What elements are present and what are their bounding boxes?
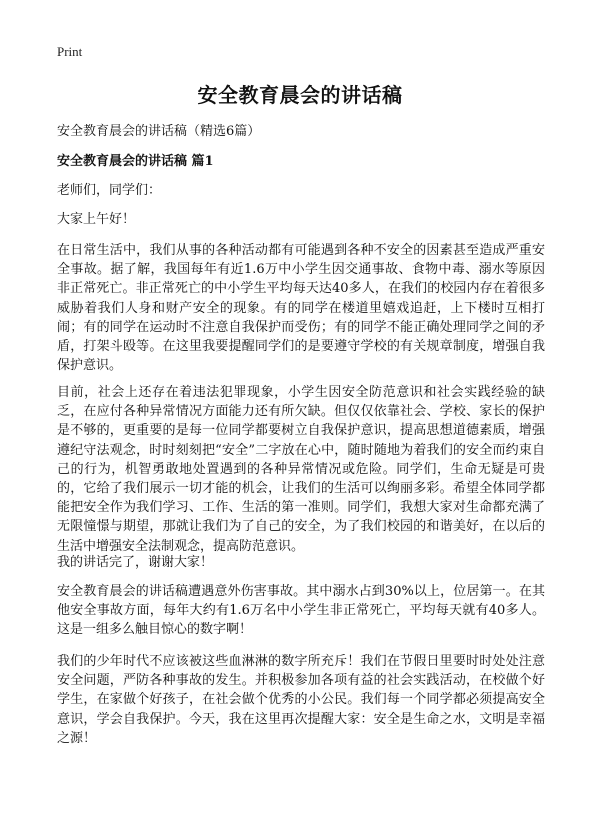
closing-paragraph: 我的讲话完了，谢谢大家！ (57, 555, 214, 570)
section-heading: 安全教育晨会的讲话稿 篇1 (57, 154, 214, 169)
greeting-paragraph: 老师们，同学们： (57, 183, 162, 198)
body-paragraph: 安全教育晨会的讲话稿遭遇意外伤害事故。其中溺水占到30%以上，位居第一。在其他安全事故方面，每年大约有1.6万名中小学生非正常死亡，平均每天就有40多人。这是一组多么触目惊心的数字啊！ (57, 584, 545, 638)
document-subtitle: 安全教育晨会的讲话稿（精选6篇） (57, 124, 261, 139)
page-title: 安全教育晨会的讲话稿 (197, 83, 403, 107)
body-paragraph: 我们的少年时代不应该被这些血淋淋的数字所充斥！我们在节假日里要时时处处注意安全问题，严防各种事故的发生。并积极参加各项有益的社会实践活动，在校做个好学生，在家做个好孩子，在社会做个优秀的小公民。我们每一个同学都必须提高安全意识，学会自我保护。今天，我在这里再次提醒大家：安全是生命之水，文明是幸福之源！ (57, 654, 545, 746)
body-paragraph: 目前，社会上还存在着违法犯罪现象，小学生因安全防范意识和社会实践经验的缺乏，在应付各种异常情况方面能力还有所欠缺。但仅仅依靠社会、学校、家长的保护是不够的，更重要的是每一位同学都要树立自我保护意识，提高思想道德素质，增强遵纪守法观念，时时刻刻把“安全”二字放在心中，随时随地为着我们的安全而约束自己的行为，机智勇敢地处置遇到的各种异常情况或危险。同学们，生命无疑是可贵的，它给了我们展示一切才能的机会，让我们的生活可以绚丽多彩。希望全体同学都能把安全作为我们学习、工作、生活的第一准则。同学们，我想大家对生命都充满了无限憧憬与期望，那就让我们为了自己的安全，为了我们校园的和谐美好，在以后的生活中增强安全法制观念，提高防范意识。 (57, 385, 545, 554)
salutation-paragraph: 大家上午好！ (57, 212, 136, 227)
body-paragraph: 在日常生活中，我们从事的各种活动都有可能遇到各种不安全的因素甚至造成严重安全事故。据了解，我国每年有近1.6万中小学生因交通事故、食物中毒、溺水等原因非正常死亡。非正常死亡的中小学生平均每天达40多人，在我们的校园内存在着很多威胁着我们人身和财产安全的现象。有的同学在楼道里嬉戏追赶，上下楼时互相打闹；有的同学在运动时不注意自我保护而受伤；有的同学不能正确处理同学之间的矛盾，打架斗殴等。在这里我要提醒同学们的是要遵守学校的有关规章制度，增强自我保护意识。 (57, 243, 545, 374)
print-link[interactable]: Print (57, 44, 83, 59)
